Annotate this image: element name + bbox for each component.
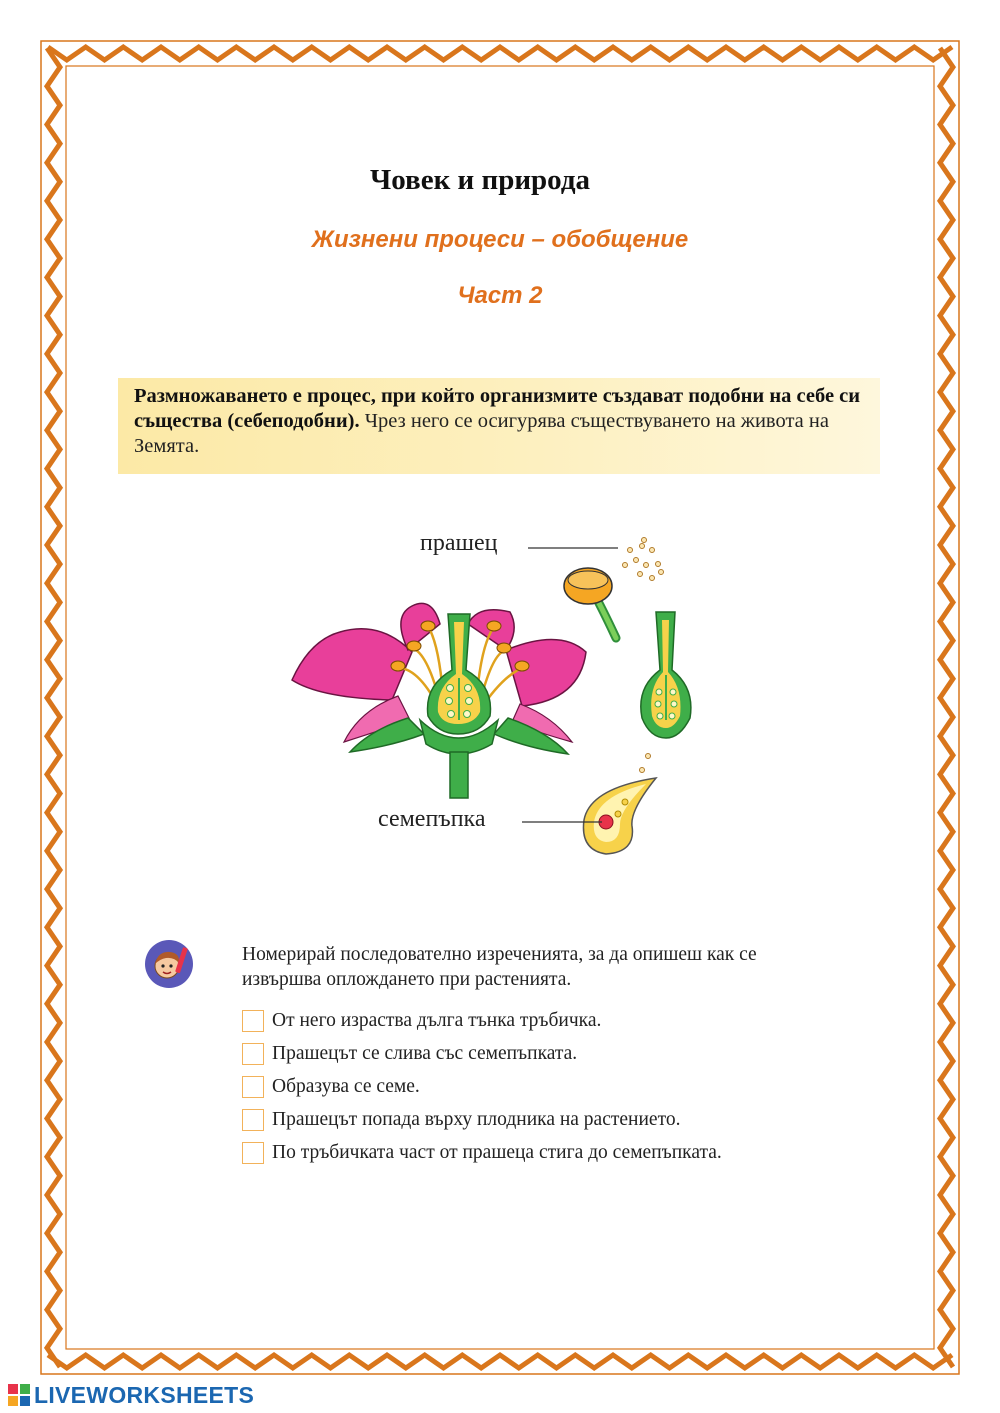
flower-diagram (280, 520, 720, 860)
border-zigzag-segment (48, 47, 952, 60)
pollen-grains (623, 538, 664, 581)
page-title: Човек и природа (369, 164, 591, 196)
definition-bold: Размножаването е процес, при който организмите създават подобни на себе си същества (себеподобни). (134, 385, 861, 432)
brand-name: LIVEWORKSHEETS (34, 1381, 255, 1408)
list-item (242, 1103, 862, 1136)
ovule-label: семепъпка (378, 806, 486, 832)
ovule-illustration (583, 754, 656, 855)
child-writing-icon (144, 939, 194, 989)
number-input-box[interactable] (242, 1109, 264, 1131)
liveworksheets-logo[interactable] (8, 1381, 255, 1408)
definition-regular: Чрез него се осигурява съществуването на живота на Земята. (134, 410, 829, 457)
item-text: Образува се семе. (272, 1075, 420, 1097)
item-text: Прашецът попада върху плодника на растението. (272, 1108, 681, 1130)
number-input-box[interactable] (242, 1076, 264, 1098)
list-item (242, 1004, 862, 1037)
flower-illustration (292, 603, 586, 798)
pistil-illustration (641, 612, 691, 738)
page-subtitle: Жизнени процеси – обобщение (311, 226, 689, 253)
definition-text (134, 384, 864, 459)
part-label: Част 2 (457, 282, 543, 309)
anther-illustration (564, 568, 616, 638)
definition-box (118, 378, 880, 474)
border-zigzag-segment (48, 1355, 952, 1368)
ordering-list (242, 1004, 862, 1169)
pollen-label: прашец (420, 530, 498, 556)
list-item (242, 1037, 862, 1070)
number-input-box[interactable] (242, 1142, 264, 1164)
list-item (242, 1136, 862, 1169)
blocks-icon (8, 1384, 30, 1406)
item-text: Прашецът се слива със семепъпката. (272, 1042, 578, 1064)
number-input-box[interactable] (242, 1010, 264, 1032)
item-text: По тръбичката част от прашеца стига до семепъпката. (272, 1141, 722, 1163)
number-input-box[interactable] (242, 1043, 264, 1065)
list-item (242, 1070, 862, 1103)
task-instruction: Номерирай последователно изреченията, за да опишеш как се извършва оплождането при растенията. (242, 944, 757, 990)
item-text: От него израства дълга тънка тръбичка. (272, 1009, 602, 1031)
